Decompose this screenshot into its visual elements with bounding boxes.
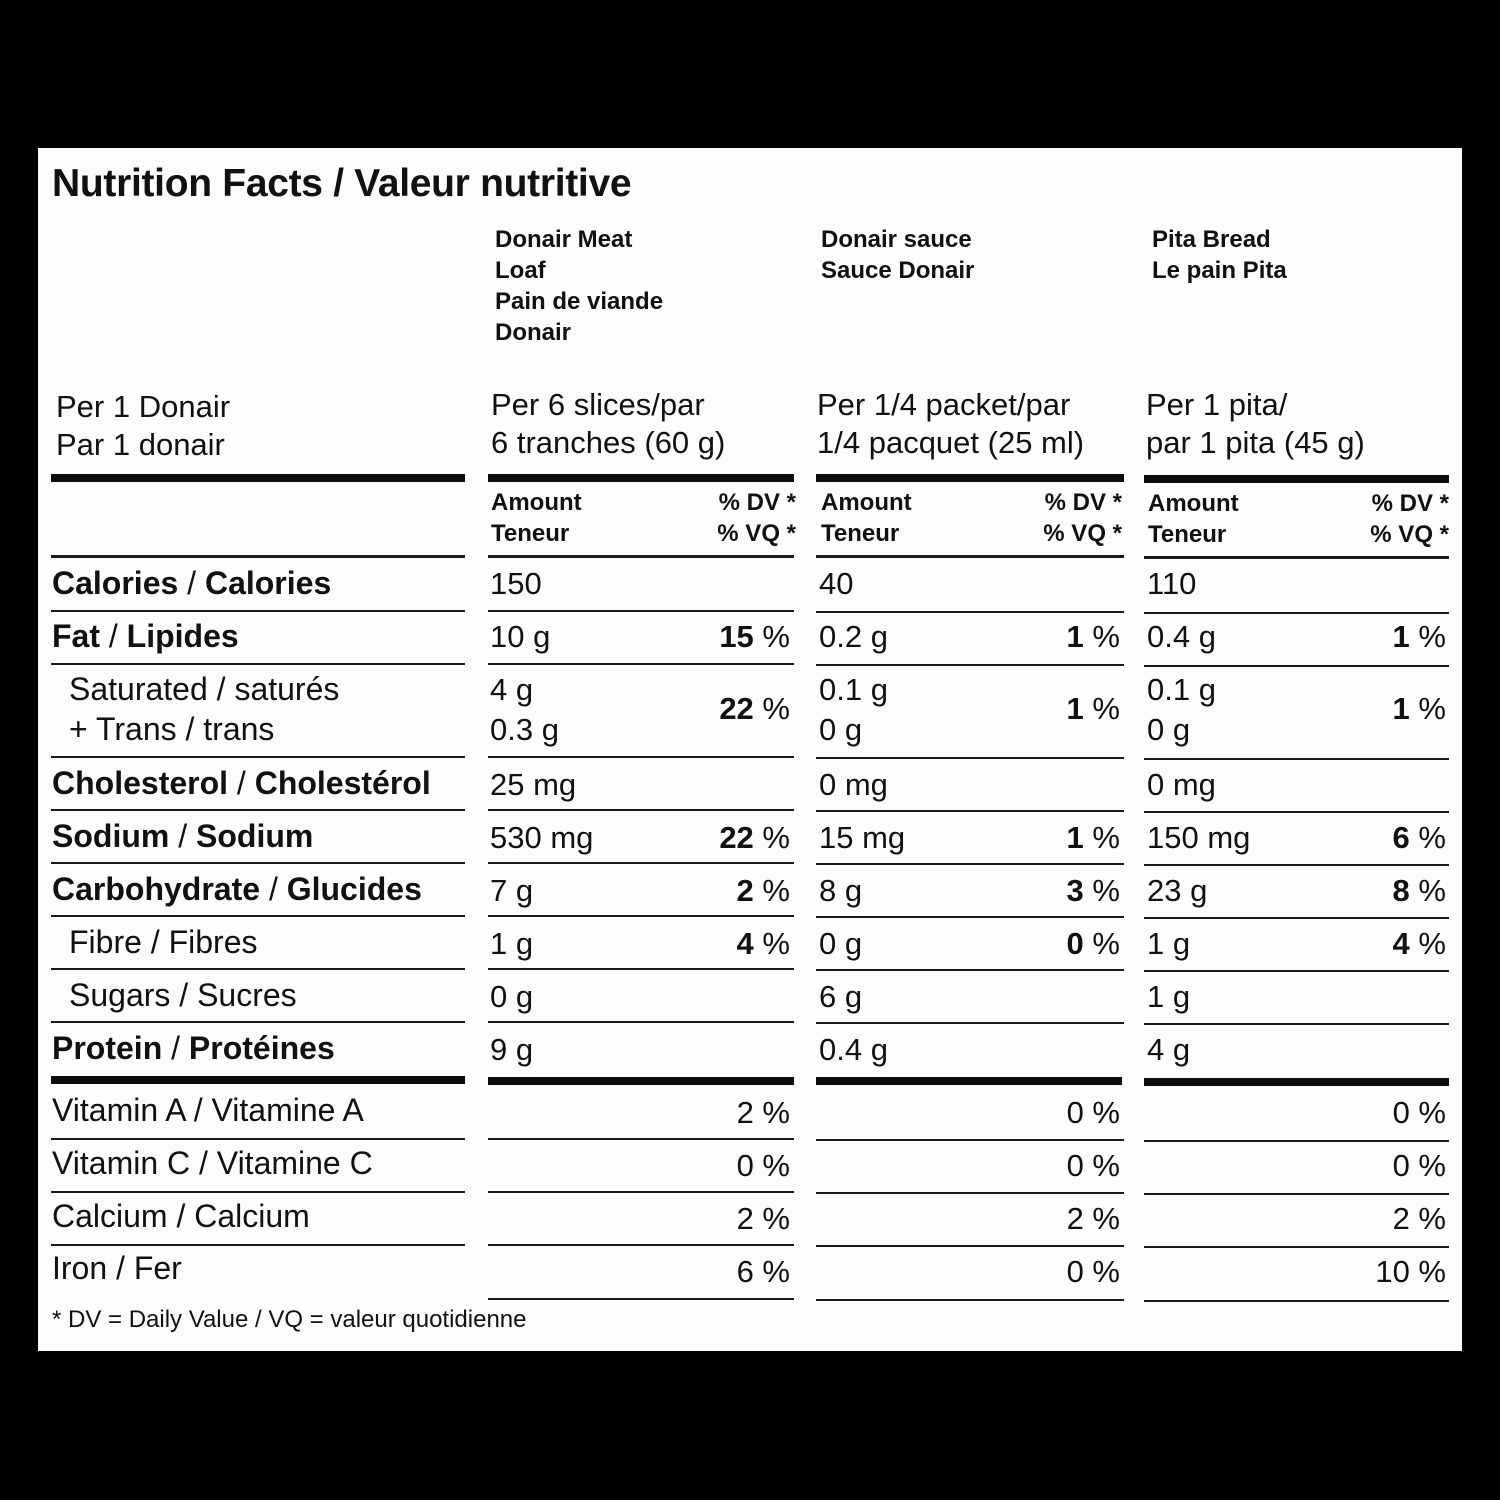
- column-name-donair-sauce: [821, 224, 974, 286]
- column-name-line: Donair Meat: [495, 226, 633, 253]
- header-rule: [816, 555, 1124, 558]
- label-vitamin-a: Vitamin A / Vitamine A: [52, 1092, 364, 1128]
- row-rule: [51, 756, 465, 758]
- label-separator: /: [100, 618, 127, 654]
- amount-header-line: Teneur: [821, 520, 900, 547]
- label-saturated: Saturated / saturés: [69, 671, 340, 707]
- trans-amount: 0 g: [819, 712, 863, 747]
- protein-amount: 9 g: [490, 1032, 534, 1067]
- percent-sign: %: [1418, 691, 1446, 726]
- dv-header-line: % DV *: [1371, 490, 1449, 517]
- label-separator: /: [260, 871, 287, 907]
- sodium-amount: 15 mg: [819, 820, 906, 855]
- row-rule: [51, 1244, 465, 1246]
- label-calcium: Calcium / Calcium: [52, 1198, 310, 1234]
- percent-sign: %: [762, 926, 790, 961]
- carbohydrate-dv: [1246, 871, 1446, 911]
- thick-rule: [816, 474, 1124, 482]
- serving-line: par 1 pita (45 g): [1146, 425, 1365, 460]
- cholesterol-amount: 0 mg: [1147, 767, 1216, 802]
- cholesterol-amount: 25 mg: [490, 767, 577, 802]
- label-en: Calories: [52, 565, 179, 601]
- calcium-dv: 2 %: [1066, 1201, 1120, 1236]
- fat-dv: [920, 617, 1120, 657]
- dv-number: 6: [1392, 820, 1410, 855]
- row-rule: [488, 809, 794, 811]
- label-fr: Protéines: [188, 1030, 335, 1066]
- row-rule: [816, 757, 1124, 759]
- row-rule: [816, 1192, 1124, 1194]
- row-rule: [488, 1138, 794, 1140]
- carbohydrate-amount: 8 g: [819, 873, 863, 908]
- dv-header: [1341, 488, 1449, 550]
- fat-dv: [1246, 617, 1446, 657]
- dv-number: 1: [1066, 691, 1084, 726]
- fibre-amount: 0 g: [819, 926, 863, 961]
- label-fr: Lipides: [126, 618, 239, 654]
- dv-number: 1: [1066, 820, 1084, 855]
- sugars-amount: 0 g: [490, 979, 534, 1014]
- carbohydrate-amount: 23 g: [1147, 873, 1208, 908]
- row-rule: [51, 1021, 465, 1023]
- column-name-line: Sauce Donair: [821, 257, 975, 284]
- row-rule: [51, 1138, 465, 1140]
- iron-dv: 10 %: [1375, 1254, 1446, 1289]
- thick-rule: [1144, 475, 1449, 483]
- row-rule: [488, 756, 794, 758]
- row-rule: [488, 968, 794, 970]
- label-separator: /: [228, 765, 255, 801]
- row-rule: [1144, 612, 1449, 614]
- row-rule: [488, 610, 794, 612]
- percent-sign: %: [1092, 926, 1120, 961]
- label-en: Protein: [52, 1030, 163, 1066]
- dv-header: [1014, 487, 1122, 549]
- cholesterol-amount: 0 mg: [819, 767, 888, 802]
- amount-header-line: Teneur: [1148, 521, 1227, 548]
- row-rule: [51, 862, 465, 864]
- column-name-donair-meat: [495, 224, 663, 348]
- calcium-dv: 2 %: [1392, 1201, 1446, 1236]
- trans-amount: 0.3 g: [490, 712, 559, 747]
- dv-number: 22: [719, 820, 754, 855]
- row-rule: [816, 1299, 1124, 1301]
- sodium-dv: [590, 818, 790, 858]
- row-rule: [1144, 917, 1449, 919]
- serving-line: Per 1 pita/: [1146, 387, 1288, 422]
- row-rule: [1144, 758, 1449, 760]
- vitamin-a-dv: 2 %: [736, 1095, 790, 1130]
- fibre-dv: [590, 924, 790, 964]
- carbohydrate-dv: [920, 871, 1120, 911]
- serving-line: Par 1 donair: [56, 427, 225, 462]
- percent-sign: %: [1418, 619, 1446, 654]
- sodium-amount: 530 mg: [490, 820, 594, 855]
- row-rule: [1144, 1140, 1449, 1142]
- row-rule: [51, 915, 465, 917]
- nutrition-facts-panel: [38, 148, 1462, 1351]
- fat-amount: 10 g: [490, 619, 551, 654]
- dv-number: 1: [1392, 691, 1410, 726]
- label-trans: + Trans / trans: [69, 711, 275, 747]
- saturated-amount: 0.1 g: [819, 672, 888, 707]
- thick-rule: [488, 474, 794, 482]
- serving-line: Per 6 slices/par: [491, 387, 705, 422]
- label-cholesterol: [52, 763, 431, 803]
- percent-sign: %: [762, 619, 790, 654]
- label-protein: [52, 1028, 335, 1068]
- label-fr: Cholestérol: [254, 765, 431, 801]
- carbohydrate-amount: 7 g: [490, 873, 534, 908]
- header-rule: [51, 555, 465, 558]
- dv-number: 3: [1066, 873, 1084, 908]
- thick-rule: [816, 1077, 1122, 1085]
- row-rule: [1144, 864, 1449, 866]
- row-rule: [488, 862, 794, 864]
- dv-header-line: % VQ *: [1370, 521, 1449, 548]
- column-name-line: Le pain Pita: [1152, 257, 1287, 284]
- row-rule: [488, 1191, 794, 1193]
- label-fr: Glucides: [286, 871, 422, 907]
- sodium-dv: [920, 818, 1120, 858]
- row-rule: [816, 1022, 1124, 1024]
- row-rule: [816, 1245, 1124, 1247]
- row-rule: [1144, 1023, 1449, 1025]
- calcium-dv: 2 %: [736, 1201, 790, 1236]
- label-iron: Iron / Fer: [52, 1250, 182, 1286]
- row-rule: [816, 969, 1124, 971]
- calories-value: 150: [490, 566, 542, 601]
- row-rule: [1144, 1300, 1449, 1302]
- label-separator: /: [169, 818, 196, 854]
- fibre-dv: [920, 924, 1120, 964]
- calories-value: 40: [819, 566, 854, 601]
- row-rule: [1144, 970, 1449, 972]
- percent-sign: %: [1092, 873, 1120, 908]
- footnote: * DV = Daily Value / VQ = valeur quotidienne: [52, 1306, 527, 1333]
- label-carbohydrate: [52, 869, 422, 909]
- protein-amount: 4 g: [1147, 1032, 1191, 1067]
- header-rule: [1144, 556, 1449, 559]
- dv-number: 8: [1392, 873, 1410, 908]
- dv-header-line: % DV *: [718, 489, 796, 516]
- vitamin-c-dv: 0 %: [1066, 1148, 1120, 1183]
- label-calories: [52, 563, 331, 603]
- calories-value: 110: [1147, 566, 1197, 601]
- label-fr: Calories: [204, 565, 332, 601]
- percent-sign: %: [1092, 619, 1120, 654]
- label-en: Fat: [52, 618, 100, 654]
- label-fibre: Fibre / Fibres: [69, 924, 258, 960]
- fibre-amount: 1 g: [1147, 926, 1191, 961]
- row-rule: [1144, 1246, 1449, 1248]
- carbohydrate-dv: [590, 871, 790, 911]
- saturated-trans-dv: [920, 689, 1120, 729]
- dv-header-line: % VQ *: [1043, 520, 1122, 547]
- row-rule: [488, 915, 794, 917]
- vitamin-a-dv: 0 %: [1066, 1095, 1120, 1130]
- serving-line: 6 tranches (60 g): [491, 425, 726, 460]
- sugars-amount: 6 g: [819, 979, 863, 1014]
- serving-size-overall: [56, 388, 230, 464]
- row-rule: [488, 1244, 794, 1246]
- dv-number: 4: [736, 926, 754, 961]
- column-name-line: Pain de viande: [495, 288, 664, 315]
- row-rule: [816, 1139, 1124, 1141]
- row-rule: [1144, 811, 1449, 813]
- row-rule: [51, 809, 465, 811]
- label-vitamin-c: Vitamin C / Vitamine C: [52, 1145, 373, 1181]
- vitamin-c-dv: 0 %: [1392, 1148, 1446, 1183]
- amount-header-line: Amount: [821, 489, 912, 516]
- serving-size-donair-meat: [491, 386, 725, 462]
- amount-header: [491, 487, 582, 549]
- label-en: Sodium: [52, 818, 170, 854]
- percent-sign: %: [1418, 820, 1446, 855]
- iron-dv: 0 %: [1066, 1254, 1120, 1289]
- header-rule: [488, 555, 794, 558]
- amount-header-line: Amount: [491, 489, 582, 516]
- column-name-line: Donair sauce: [821, 226, 972, 253]
- saturated-amount: 4 g: [490, 672, 534, 707]
- dv-number: 2: [736, 873, 754, 908]
- fat-amount: 0.4 g: [1147, 619, 1216, 654]
- fat-amount: 0.2 g: [819, 619, 888, 654]
- fibre-amount: 1 g: [490, 926, 534, 961]
- thick-rule: [51, 474, 465, 482]
- label-en: Cholesterol: [52, 765, 229, 801]
- amount-header-line: Teneur: [491, 520, 570, 547]
- fat-dv: [590, 617, 790, 657]
- amount-header: [821, 487, 912, 549]
- sugars-amount: 1 g: [1147, 979, 1191, 1014]
- percent-sign: %: [762, 691, 790, 726]
- sodium-dv: [1246, 818, 1446, 858]
- dv-number: 22: [719, 691, 754, 726]
- row-rule: [51, 663, 465, 665]
- column-name-line: Donair: [495, 319, 572, 346]
- percent-sign: %: [1418, 873, 1446, 908]
- row-rule: [51, 1191, 465, 1193]
- dv-number: 15: [719, 619, 754, 654]
- dv-header-line: % DV *: [1044, 489, 1122, 516]
- row-rule: [816, 863, 1124, 865]
- amount-header-line: Amount: [1148, 490, 1239, 517]
- vitamin-a-dv: 0 %: [1392, 1095, 1446, 1130]
- percent-sign: %: [762, 820, 790, 855]
- percent-sign: %: [1092, 691, 1120, 726]
- percent-sign: %: [762, 873, 790, 908]
- row-rule: [1144, 665, 1449, 667]
- row-rule: [816, 810, 1124, 812]
- panel-title: Nutrition Facts / Valeur nutritive: [52, 162, 632, 205]
- label-fr: Sodium: [196, 818, 314, 854]
- dv-number: 1: [1066, 619, 1084, 654]
- dv-number: 1: [1392, 619, 1410, 654]
- row-rule: [816, 664, 1124, 666]
- dv-number: 0: [1066, 926, 1084, 961]
- amount-header: [1148, 488, 1239, 550]
- label-fat: [52, 616, 239, 656]
- serving-line: 1/4 pacquet (25 ml): [817, 425, 1085, 460]
- protein-amount: 0.4 g: [819, 1032, 888, 1067]
- row-rule: [488, 1298, 794, 1300]
- serving-line: Per 1/4 packet/par: [817, 387, 1071, 422]
- trans-amount: 0 g: [1147, 712, 1191, 747]
- column-name-line: Loaf: [495, 257, 546, 284]
- row-rule: [488, 663, 794, 665]
- percent-sign: %: [1418, 926, 1446, 961]
- row-rule: [488, 1021, 794, 1023]
- label-sugars: Sugars / Sucres: [69, 977, 297, 1013]
- saturated-amount: 0.1 g: [1147, 672, 1216, 707]
- thick-rule: [488, 1077, 794, 1085]
- row-rule: [51, 968, 465, 970]
- saturated-trans-dv: [1246, 689, 1446, 729]
- saturated-trans-dv: [590, 689, 790, 729]
- fibre-dv: [1246, 924, 1446, 964]
- vitamin-c-dv: 0 %: [736, 1148, 790, 1183]
- label-separator: /: [162, 1030, 189, 1066]
- dv-header-line: % VQ *: [717, 520, 796, 547]
- serving-line: Per 1 Donair: [56, 389, 231, 424]
- label-separator: /: [178, 565, 205, 601]
- row-rule: [51, 610, 465, 612]
- label-sodium: [52, 816, 313, 856]
- row-rule: [816, 916, 1124, 918]
- sodium-amount: 150 mg: [1147, 820, 1251, 855]
- thick-rule: [1144, 1078, 1449, 1086]
- iron-dv: 6 %: [736, 1254, 790, 1289]
- label-en: Carbohydrate: [52, 871, 261, 907]
- column-name-pita-bread: [1152, 224, 1287, 286]
- serving-size-pita-bread: [1146, 386, 1365, 462]
- serving-size-donair-sauce: [817, 386, 1084, 462]
- row-rule: [816, 611, 1124, 613]
- dv-number: 4: [1392, 926, 1410, 961]
- column-name-line: Pita Bread: [1152, 226, 1271, 253]
- row-rule: [1144, 1193, 1449, 1195]
- dv-header: [688, 487, 796, 549]
- percent-sign: %: [1092, 820, 1120, 855]
- thick-rule: [51, 1076, 465, 1084]
